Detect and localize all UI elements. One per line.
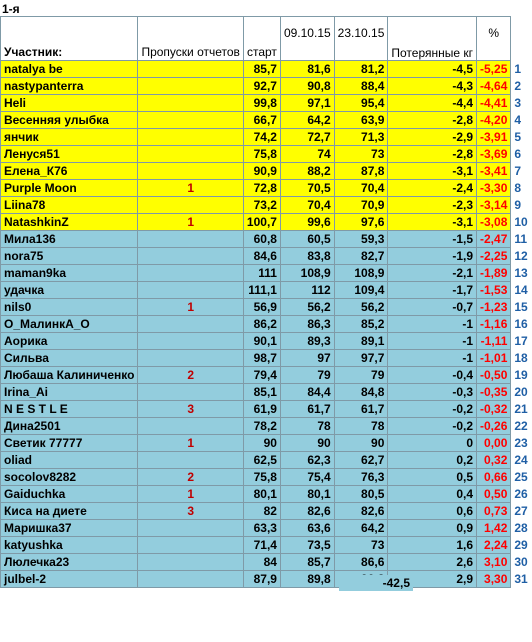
- lost-kg: -1: [388, 316, 477, 333]
- skip-count: [138, 333, 243, 350]
- lost-kg: -2,8: [388, 112, 477, 129]
- percent-change: 0,73: [477, 503, 511, 520]
- percent-change: -3,91: [477, 129, 511, 146]
- weight-date-2: 109,4: [334, 282, 388, 299]
- skip-count: [138, 452, 243, 469]
- weight-date-2: 85,2: [334, 316, 388, 333]
- participant-name: N E S T L E: [1, 401, 138, 418]
- table-row: [1, 316, 532, 333]
- lost-kg: 0,2: [388, 452, 477, 469]
- weight-date-2: 61,7: [334, 401, 388, 418]
- skip-count: [138, 129, 243, 146]
- skip-count: 3: [138, 401, 243, 418]
- table-row: [1, 350, 532, 367]
- percent-change: -0,50: [477, 367, 511, 384]
- participant-name: янчик: [1, 129, 138, 146]
- row-index: 12: [511, 248, 531, 265]
- participant-name: Елена_К76: [1, 163, 138, 180]
- lost-kg: -3,1: [388, 163, 477, 180]
- header-lost: Потерянные кг: [388, 17, 477, 61]
- skip-count: 2: [138, 367, 243, 384]
- weight-date-1: 80,1: [280, 486, 334, 503]
- skip-count: [138, 163, 243, 180]
- weight-date-2: 82,6: [334, 503, 388, 520]
- start-weight: 82: [243, 503, 280, 520]
- start-weight: 92,7: [243, 78, 280, 95]
- start-weight: 90,9: [243, 163, 280, 180]
- weight-date-2: 82,7: [334, 248, 388, 265]
- lost-kg: -1,5: [388, 231, 477, 248]
- table-row: [1, 248, 532, 265]
- header-start: старт: [243, 17, 280, 61]
- start-weight: 84,6: [243, 248, 280, 265]
- lost-kg: -2,1: [388, 265, 477, 282]
- table-row: [1, 384, 532, 401]
- weight-date-1: 89,8: [280, 571, 334, 588]
- participant-name: natalya be: [1, 61, 138, 78]
- table-row: [1, 435, 532, 452]
- weight-date-1: 108,9: [280, 265, 334, 282]
- participant-name: Люлечка23: [1, 554, 138, 571]
- weight-date-2: 70,9: [334, 197, 388, 214]
- weight-date-1: 81,6: [280, 61, 334, 78]
- lost-kg: 0,5: [388, 469, 477, 486]
- skip-count: [138, 571, 243, 588]
- table-row: [1, 503, 532, 520]
- participant-name: oliad: [1, 452, 138, 469]
- lost-kg: -0,4: [388, 367, 477, 384]
- lost-kg: 0,9: [388, 520, 477, 537]
- start-weight: 72,8: [243, 180, 280, 197]
- skip-count: 1: [138, 486, 243, 503]
- table-row: [1, 401, 532, 418]
- start-weight: 75,8: [243, 146, 280, 163]
- percent-change: -1,89: [477, 265, 511, 282]
- row-index: 16: [511, 316, 531, 333]
- row-index: 25: [511, 469, 531, 486]
- participant-name: Purple Moon: [1, 180, 138, 197]
- table-row: [1, 537, 532, 554]
- table-row: [1, 367, 532, 384]
- percent-change: -5,25: [477, 61, 511, 78]
- table-row: [1, 554, 532, 571]
- percent-change: -4,20: [477, 112, 511, 129]
- row-index: 3: [511, 95, 531, 112]
- start-weight: 71,4: [243, 537, 280, 554]
- results-table: [0, 16, 532, 588]
- skip-count: [138, 350, 243, 367]
- row-index: 15: [511, 299, 531, 316]
- table-row: [1, 299, 532, 316]
- lost-kg: -4,4: [388, 95, 477, 112]
- weight-date-2: 108,9: [334, 265, 388, 282]
- header-date-2: 23.10.15: [334, 17, 388, 61]
- lost-kg: -0,7: [388, 299, 477, 316]
- participant-name: Heli: [1, 95, 138, 112]
- weight-date-1: 72,7: [280, 129, 334, 146]
- skip-count: 1: [138, 180, 243, 197]
- skip-count: [138, 537, 243, 554]
- start-weight: 111,1: [243, 282, 280, 299]
- weight-date-1: 99,6: [280, 214, 334, 231]
- row-index: 11: [511, 231, 531, 248]
- start-weight: 111: [243, 265, 280, 282]
- lost-kg: 0: [388, 435, 477, 452]
- header-skip: Пропуски отчетов: [138, 17, 243, 61]
- lost-kg: -1: [388, 350, 477, 367]
- weight-date-2: 95,4: [334, 95, 388, 112]
- percent-change: -1,23: [477, 299, 511, 316]
- lost-kg: 2,9: [388, 571, 477, 588]
- row-index: 10: [511, 214, 531, 231]
- participant-name: julbel-2: [1, 571, 138, 588]
- weight-date-1: 90,8: [280, 78, 334, 95]
- row-index: 18: [511, 350, 531, 367]
- row-index: 6: [511, 146, 531, 163]
- participant-name: Irina_Ai: [1, 384, 138, 401]
- row-index: 27: [511, 503, 531, 520]
- weight-date-2: 80,5: [334, 486, 388, 503]
- weight-date-2: 84,8: [334, 384, 388, 401]
- row-index: 26: [511, 486, 531, 503]
- row-index: 31: [511, 571, 531, 588]
- participant-name: Liina78: [1, 197, 138, 214]
- weight-date-2: 97,7: [334, 350, 388, 367]
- start-weight: 100,7: [243, 214, 280, 231]
- start-weight: 84: [243, 554, 280, 571]
- skip-count: [138, 265, 243, 282]
- percent-change: 3,10: [477, 554, 511, 571]
- weight-date-1: 97,1: [280, 95, 334, 112]
- row-index: 24: [511, 452, 531, 469]
- start-weight: 66,7: [243, 112, 280, 129]
- lost-kg: -4,5: [388, 61, 477, 78]
- skip-count: [138, 384, 243, 401]
- participant-name: Gaiduchka: [1, 486, 138, 503]
- skip-count: [138, 146, 243, 163]
- table-row: [1, 469, 532, 486]
- skip-count: 1: [138, 435, 243, 452]
- weight-date-1: 82,6: [280, 503, 334, 520]
- lost-kg: -1,9: [388, 248, 477, 265]
- skip-count: [138, 554, 243, 571]
- participant-name: Ленуся51: [1, 146, 138, 163]
- percent-change: -3,08: [477, 214, 511, 231]
- weight-date-2: 97,6: [334, 214, 388, 231]
- weight-date-2: 89,1: [334, 333, 388, 350]
- row-index: 30: [511, 554, 531, 571]
- weight-date-1: 84,4: [280, 384, 334, 401]
- table-row: [1, 61, 532, 78]
- skip-count: [138, 197, 243, 214]
- weight-date-2: 79: [334, 367, 388, 384]
- participant-name: О_МалинкА_О: [1, 316, 138, 333]
- skip-count: [138, 316, 243, 333]
- participant-name: maman9ka: [1, 265, 138, 282]
- skip-count: [138, 78, 243, 95]
- weight-date-2: 73: [334, 537, 388, 554]
- participant-name: Любаша Калиниченко: [1, 367, 138, 384]
- start-weight: 90: [243, 435, 280, 452]
- percent-change: 0,66: [477, 469, 511, 486]
- lost-kg: -2,9: [388, 129, 477, 146]
- start-weight: 78,2: [243, 418, 280, 435]
- participant-name: Весенняя улыбка: [1, 112, 138, 129]
- row-index: 1: [511, 61, 531, 78]
- percent-change: -1,11: [477, 333, 511, 350]
- start-weight: 85,1: [243, 384, 280, 401]
- skip-count: [138, 418, 243, 435]
- participant-name: NatashkinZ: [1, 214, 138, 231]
- percent-change: 2,24: [477, 537, 511, 554]
- weight-date-2: 63,9: [334, 112, 388, 129]
- participant-name: nils0: [1, 299, 138, 316]
- start-weight: 79,4: [243, 367, 280, 384]
- header-name: Участник:: [1, 17, 138, 61]
- header-pct: %: [477, 17, 511, 61]
- start-weight: 73,2: [243, 197, 280, 214]
- row-index: 21: [511, 401, 531, 418]
- start-weight: 90,1: [243, 333, 280, 350]
- percent-change: 0,50: [477, 486, 511, 503]
- percent-change: -1,16: [477, 316, 511, 333]
- lost-kg: -2,3: [388, 197, 477, 214]
- percent-change: 0,00: [477, 435, 511, 452]
- weight-date-2: 81,2: [334, 61, 388, 78]
- lost-kg: -2,8: [388, 146, 477, 163]
- table-row: [1, 265, 532, 282]
- percent-change: -2,47: [477, 231, 511, 248]
- sheet-title: 1-я: [2, 2, 20, 16]
- weight-date-1: 86,3: [280, 316, 334, 333]
- skip-count: [138, 520, 243, 537]
- percent-change: -3,69: [477, 146, 511, 163]
- participant-name: Мила136: [1, 231, 138, 248]
- table-row: [1, 333, 532, 350]
- skip-count: [138, 231, 243, 248]
- lost-kg: -0,3: [388, 384, 477, 401]
- lost-kg: -0,2: [388, 418, 477, 435]
- participant-name: Маришка37: [1, 520, 138, 537]
- start-weight: 61,9: [243, 401, 280, 418]
- row-index: 4: [511, 112, 531, 129]
- participant-name: Сильва: [1, 350, 138, 367]
- percent-change: -3,14: [477, 197, 511, 214]
- lost-kg: -2,4: [388, 180, 477, 197]
- weight-date-2: 87,8: [334, 163, 388, 180]
- weight-date-1: 70,4: [280, 197, 334, 214]
- percent-change: 0,32: [477, 452, 511, 469]
- start-weight: 75,8: [243, 469, 280, 486]
- weight-date-1: 79: [280, 367, 334, 384]
- row-index: 7: [511, 163, 531, 180]
- participant-name: nora75: [1, 248, 138, 265]
- start-weight: 87,9: [243, 571, 280, 588]
- weight-date-2: 71,3: [334, 129, 388, 146]
- total-lost-cell: -42,5: [339, 575, 413, 591]
- weight-date-2: 90: [334, 435, 388, 452]
- start-weight: 86,2: [243, 316, 280, 333]
- table-row: [1, 486, 532, 503]
- row-index: 28: [511, 520, 531, 537]
- participant-name: Светик 77777: [1, 435, 138, 452]
- weight-date-1: 73,5: [280, 537, 334, 554]
- row-index: 22: [511, 418, 531, 435]
- weight-date-1: 75,4: [280, 469, 334, 486]
- lost-kg: -0,2: [388, 401, 477, 418]
- weight-date-1: 74: [280, 146, 334, 163]
- row-index: 9: [511, 197, 531, 214]
- weight-date-2: 88,4: [334, 78, 388, 95]
- participant-name: Аорика: [1, 333, 138, 350]
- table-row: [1, 231, 532, 248]
- weight-date-2: 76,3: [334, 469, 388, 486]
- weight-date-1: 112: [280, 282, 334, 299]
- percent-change: -4,41: [477, 95, 511, 112]
- weight-date-1: 97: [280, 350, 334, 367]
- weight-date-2: 59,3: [334, 231, 388, 248]
- lost-kg: 0,4: [388, 486, 477, 503]
- weight-date-1: 90: [280, 435, 334, 452]
- skip-count: 3: [138, 503, 243, 520]
- table-row: [1, 418, 532, 435]
- start-weight: 56,9: [243, 299, 280, 316]
- participant-name: socolov8282: [1, 469, 138, 486]
- weight-date-1: 56,2: [280, 299, 334, 316]
- row-index: 5: [511, 129, 531, 146]
- percent-change: -0,32: [477, 401, 511, 418]
- participant-name: katyushka: [1, 537, 138, 554]
- lost-kg: -1,7: [388, 282, 477, 299]
- lost-kg: -3,1: [388, 214, 477, 231]
- table-row: [1, 112, 532, 129]
- table-row: [1, 452, 532, 469]
- lost-kg: -1: [388, 333, 477, 350]
- skip-count: [138, 282, 243, 299]
- weight-date-1: 83,8: [280, 248, 334, 265]
- weight-date-2: 73: [334, 146, 388, 163]
- row-index: 8: [511, 180, 531, 197]
- row-index: 14: [511, 282, 531, 299]
- start-weight: 74,2: [243, 129, 280, 146]
- skip-count: [138, 95, 243, 112]
- row-index: 13: [511, 265, 531, 282]
- table-row: [1, 214, 532, 231]
- percent-change: -1,53: [477, 282, 511, 299]
- participant-name: Дина2501: [1, 418, 138, 435]
- start-weight: 85,7: [243, 61, 280, 78]
- table-row: [1, 180, 532, 197]
- percent-change: -1,01: [477, 350, 511, 367]
- start-weight: 60,8: [243, 231, 280, 248]
- weight-date-1: 63,6: [280, 520, 334, 537]
- table-row: [1, 520, 532, 537]
- percent-change: -4,64: [477, 78, 511, 95]
- header-index-blank: [511, 17, 531, 61]
- start-weight: 62,5: [243, 452, 280, 469]
- row-index: 17: [511, 333, 531, 350]
- row-index: 19: [511, 367, 531, 384]
- percent-change: 1,42: [477, 520, 511, 537]
- table-row: [1, 571, 532, 588]
- row-index: 2: [511, 78, 531, 95]
- table-row: [1, 282, 532, 299]
- participant-name: удачка: [1, 282, 138, 299]
- participant-name: Киса на диете: [1, 503, 138, 520]
- percent-change: -0,35: [477, 384, 511, 401]
- weight-date-2: 64,2: [334, 520, 388, 537]
- weight-date-2: 56,2: [334, 299, 388, 316]
- weight-date-1: 85,7: [280, 554, 334, 571]
- percent-change: -3,30: [477, 180, 511, 197]
- row-index: 20: [511, 384, 531, 401]
- weight-date-2: 70,4: [334, 180, 388, 197]
- weight-date-1: 64,2: [280, 112, 334, 129]
- weight-date-1: 70,5: [280, 180, 334, 197]
- lost-kg: 0,6: [388, 503, 477, 520]
- skip-count: 1: [138, 299, 243, 316]
- header-row: [1, 17, 532, 61]
- table-row: [1, 78, 532, 95]
- weight-date-1: 89,3: [280, 333, 334, 350]
- skip-count: 1: [138, 214, 243, 231]
- percent-change: -0,26: [477, 418, 511, 435]
- table-row: [1, 95, 532, 112]
- row-index: 23: [511, 435, 531, 452]
- table-row: [1, 197, 532, 214]
- table-row: [1, 146, 532, 163]
- weight-date-1: 78: [280, 418, 334, 435]
- start-weight: 80,1: [243, 486, 280, 503]
- weight-date-1: 88,2: [280, 163, 334, 180]
- participant-name: nastypanterra: [1, 78, 138, 95]
- weight-date-1: 60,5: [280, 231, 334, 248]
- percent-change: -2,25: [477, 248, 511, 265]
- table-row: [1, 129, 532, 146]
- lost-kg: 1,6: [388, 537, 477, 554]
- weight-date-2: 86,6: [334, 554, 388, 571]
- weight-date-1: 62,3: [280, 452, 334, 469]
- lost-kg: 2,6: [388, 554, 477, 571]
- weight-date-1: 61,7: [280, 401, 334, 418]
- skip-count: [138, 61, 243, 78]
- start-weight: 98,7: [243, 350, 280, 367]
- row-index: 29: [511, 537, 531, 554]
- skip-count: [138, 112, 243, 129]
- start-weight: 63,3: [243, 520, 280, 537]
- header-date-1: 09.10.15: [280, 17, 334, 61]
- skip-count: 2: [138, 469, 243, 486]
- weight-date-2: 78: [334, 418, 388, 435]
- table-row: [1, 163, 532, 180]
- start-weight: 99,8: [243, 95, 280, 112]
- percent-change: 3,30: [477, 571, 511, 588]
- weight-date-2: 62,7: [334, 452, 388, 469]
- lost-kg: -4,3: [388, 78, 477, 95]
- percent-change: -3,41: [477, 163, 511, 180]
- skip-count: [138, 248, 243, 265]
